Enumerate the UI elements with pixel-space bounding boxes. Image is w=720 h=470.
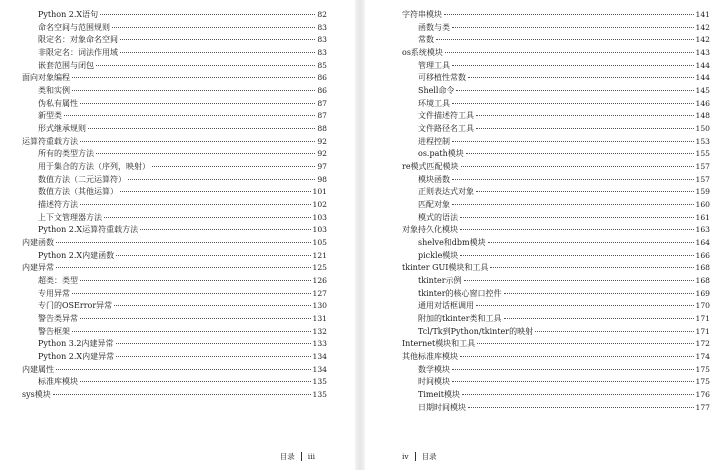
toc-entry-title: 内建函数 <box>22 238 54 248</box>
toc-entry[interactable] <box>22 34 327 47</box>
dot-leader <box>56 369 311 370</box>
toc-entry-title: 内建属性 <box>22 364 54 374</box>
dot-leader <box>100 14 315 15</box>
toc-entry-page: 131 <box>312 314 327 324</box>
toc-entry[interactable] <box>22 110 327 123</box>
toc-entry-title: 专门的OSError异常 <box>38 301 113 311</box>
left-footer-page-number: iii <box>307 452 315 461</box>
toc-entry-title: 用于集合的方法（序列，映射） <box>38 162 150 172</box>
toc-entry[interactable] <box>402 9 710 22</box>
dot-leader <box>452 141 694 142</box>
toc-entry-title: 类和实例 <box>38 86 70 96</box>
toc-entry-page: 133 <box>312 339 327 349</box>
toc-entry-page: 141 <box>695 10 710 19</box>
dot-leader <box>460 356 694 357</box>
dot-leader <box>80 381 311 382</box>
toc-entry[interactable] <box>22 161 327 174</box>
toc-entry[interactable] <box>402 250 710 263</box>
toc-entry[interactable] <box>22 389 327 402</box>
left-page <box>22 9 327 429</box>
toc-entry-page: 127 <box>312 288 327 298</box>
toc-entry-page: 144 <box>695 60 710 70</box>
toc-entry-page: 164 <box>695 238 710 248</box>
toc-entry-page: 126 <box>312 276 327 286</box>
toc-entry-title: 面向对象编程 <box>22 73 70 83</box>
toc-entry-title: Tcl/Tk到Python/tkinter的映射 <box>418 326 534 336</box>
right-footer-page-number: iv <box>402 452 409 461</box>
toc-entry[interactable] <box>22 376 327 389</box>
dot-leader <box>72 77 315 78</box>
toc-entry-title: 字符串模块 <box>402 10 442 19</box>
dot-leader <box>456 90 693 91</box>
toc-entry[interactable] <box>22 123 327 136</box>
dot-leader <box>452 65 694 66</box>
dot-leader <box>468 407 694 408</box>
toc-entry-page: 143 <box>695 48 710 58</box>
toc-entry-title: 非限定名：词法作用域 <box>38 48 118 58</box>
toc-entry[interactable] <box>402 174 710 187</box>
toc-entry[interactable] <box>22 288 327 301</box>
toc-entry-page: 148 <box>695 111 710 121</box>
toc-entry-title: 所有的类型方法 <box>38 149 94 159</box>
dot-leader <box>476 128 694 129</box>
dot-leader <box>120 39 315 40</box>
toc-entry[interactable] <box>402 199 710 212</box>
left-toc-list <box>22 9 327 402</box>
toc-entry-page: 135 <box>312 390 327 400</box>
toc-entry[interactable] <box>402 34 710 47</box>
toc-entry-title: 嵌套范围与闭包 <box>38 60 94 70</box>
toc-entry[interactable] <box>22 237 327 250</box>
dot-leader <box>452 369 694 370</box>
toc-entry[interactable] <box>22 60 327 73</box>
dot-leader <box>460 229 694 230</box>
dot-leader <box>56 267 311 268</box>
right-page <box>402 9 710 429</box>
toc-entry-page: 150 <box>695 124 710 134</box>
dot-leader <box>112 27 315 28</box>
dot-leader <box>116 356 310 357</box>
dot-leader <box>88 128 315 129</box>
dot-leader <box>80 204 311 205</box>
dot-leader <box>436 39 694 40</box>
toc-entry-title: 其他标准库模块 <box>402 352 458 362</box>
toc-entry-page: 159 <box>695 187 710 197</box>
toc-entry-title: 常数 <box>418 35 434 45</box>
toc-entry-title: shelve和dbm模块 <box>418 238 486 248</box>
toc-entry[interactable] <box>22 300 327 313</box>
right-page-footer <box>402 451 437 462</box>
toc-entry-page: 174 <box>695 352 710 362</box>
toc-entry-title: 描述符方法 <box>38 200 78 210</box>
toc-entry-title: Python 2.X语句 <box>38 10 99 19</box>
toc-entry[interactable] <box>402 376 710 389</box>
toc-entry-page: 161 <box>695 212 710 222</box>
toc-entry-page: 105 <box>312 238 327 248</box>
left-footer-section: 目录 <box>279 452 295 461</box>
toc-entry-title: 模块函数 <box>418 174 450 184</box>
toc-entry-title: 附加的tkinter类和工具 <box>418 314 502 324</box>
toc-entry[interactable] <box>402 47 710 60</box>
toc-entry[interactable] <box>22 186 327 199</box>
toc-entry-title: sys模块 <box>22 390 51 400</box>
toc-entry-page: 169 <box>695 288 710 298</box>
dot-leader <box>80 103 315 104</box>
toc-entry[interactable] <box>402 123 710 136</box>
dot-leader <box>120 191 311 192</box>
toc-entry[interactable] <box>402 313 710 326</box>
toc-entry[interactable] <box>402 300 710 313</box>
toc-entry[interactable] <box>402 262 710 275</box>
dot-leader <box>72 90 315 91</box>
dot-leader <box>445 52 694 53</box>
toc-entry[interactable] <box>22 47 327 60</box>
dot-leader <box>466 153 694 154</box>
toc-entry[interactable] <box>402 161 710 174</box>
dot-leader <box>444 14 694 15</box>
toc-entry-page: 172 <box>695 339 710 349</box>
toc-entry-title: 函数与类 <box>418 22 450 32</box>
toc-entry-page: 92 <box>317 149 327 159</box>
toc-entry[interactable] <box>402 110 710 123</box>
toc-entry-page: 170 <box>695 301 710 311</box>
toc-entry-title: 时间模块 <box>418 377 450 387</box>
footer-separator <box>415 452 416 461</box>
right-toc-list <box>402 9 710 415</box>
toc-entry-title: tkinter示例 <box>418 276 462 286</box>
toc-entry-page: 160 <box>695 200 710 210</box>
dot-leader <box>80 280 311 281</box>
dot-leader <box>476 115 694 116</box>
toc-entry-page: 168 <box>695 276 710 286</box>
toc-entry-page: 121 <box>312 250 327 260</box>
toc-entry-title: 数值方法（其他运算） <box>38 187 118 197</box>
toc-entry-title: 形式继承规则 <box>38 124 86 134</box>
left-page-footer <box>280 451 315 462</box>
toc-entry-title: os系统模块 <box>402 48 443 58</box>
toc-entry[interactable] <box>402 85 710 98</box>
toc-entry-page: 83 <box>317 22 327 32</box>
toc-entry[interactable] <box>402 326 710 339</box>
toc-entry-title: 新型类 <box>38 111 62 121</box>
toc-entry-page: 171 <box>695 314 710 324</box>
dot-leader <box>152 166 315 167</box>
toc-entry-page: 176 <box>695 390 710 400</box>
dot-leader <box>80 141 315 142</box>
toc-entry[interactable] <box>22 199 327 212</box>
toc-entry-page: 132 <box>312 326 327 336</box>
toc-entry-title: Python 2.X内建函数 <box>38 250 115 260</box>
toc-entry[interactable] <box>402 364 710 377</box>
dot-leader <box>114 305 310 306</box>
toc-entry[interactable] <box>402 148 710 161</box>
dot-leader <box>504 293 694 294</box>
page-gutter <box>355 0 365 470</box>
toc-entry-title: 文件路径名工具 <box>418 124 474 134</box>
toc-entry-title: 运算符重载方法 <box>22 136 78 146</box>
dot-leader <box>476 305 694 306</box>
toc-entry-title: 对象持久化模块 <box>402 225 458 235</box>
toc-entry[interactable] <box>22 326 327 339</box>
toc-entry-page: 87 <box>317 98 327 108</box>
toc-entry[interactable] <box>402 275 710 288</box>
toc-entry-page: 146 <box>695 98 710 108</box>
toc-entry-title: Internet模块和工具 <box>402 339 476 349</box>
toc-entry-page: 166 <box>695 250 710 260</box>
toc-entry-title: 标准库模块 <box>38 377 78 387</box>
dot-leader <box>476 191 694 192</box>
toc-entry-page: 86 <box>317 73 327 83</box>
dot-leader <box>96 153 315 154</box>
toc-entry-page: 142 <box>695 35 710 45</box>
toc-entry-page: 135 <box>312 377 327 387</box>
dot-leader <box>535 331 693 332</box>
toc-entry-page: 168 <box>695 263 710 273</box>
toc-entry-page: 103 <box>312 212 327 222</box>
toc-entry-page: 153 <box>695 136 710 146</box>
toc-entry-page: 103 <box>312 225 327 235</box>
dot-leader <box>56 242 311 243</box>
toc-entry-title: os.path模块 <box>418 149 464 159</box>
toc-entry-page: 130 <box>312 301 327 311</box>
dot-leader <box>462 394 694 395</box>
toc-entry[interactable] <box>22 72 327 85</box>
toc-entry[interactable] <box>22 224 327 237</box>
toc-entry-page: 142 <box>695 22 710 32</box>
toc-entry[interactable] <box>402 212 710 225</box>
toc-entry-page: 87 <box>317 111 327 121</box>
toc-entry[interactable] <box>402 60 710 73</box>
toc-entry[interactable] <box>402 338 710 351</box>
dot-leader <box>116 255 310 256</box>
toc-entry-page: 175 <box>695 377 710 387</box>
toc-entry-page: 82 <box>317 10 327 19</box>
toc-entry[interactable] <box>402 402 710 415</box>
toc-entry-page: 134 <box>312 364 327 374</box>
dot-leader <box>128 179 315 180</box>
toc-entry[interactable] <box>22 148 327 161</box>
toc-entry[interactable] <box>402 22 710 35</box>
dot-leader <box>120 52 315 53</box>
toc-entry[interactable] <box>22 98 327 111</box>
dot-leader <box>452 179 694 180</box>
toc-entry-title: 模式的语法 <box>418 212 458 222</box>
toc-entry-title: 正则表达式对象 <box>418 187 474 197</box>
toc-entry-page: 98 <box>317 174 327 184</box>
toc-entry[interactable] <box>22 275 327 288</box>
dot-leader <box>461 166 694 167</box>
toc-entry[interactable] <box>22 338 327 351</box>
dot-leader <box>80 318 311 319</box>
toc-entry-title: 内建异常 <box>22 263 54 273</box>
toc-entry-page: 83 <box>317 35 327 45</box>
toc-entry-title: pickle模块 <box>418 250 459 260</box>
toc-entry-title: 通用对话框调用 <box>418 301 474 311</box>
toc-entry[interactable] <box>22 22 327 35</box>
toc-entry[interactable] <box>402 186 710 199</box>
toc-entry-page: 134 <box>312 352 327 362</box>
toc-entry-page: 83 <box>317 48 327 58</box>
dot-leader <box>460 217 694 218</box>
dot-leader <box>64 115 315 116</box>
toc-entry-page: 88 <box>317 124 327 134</box>
toc-entry[interactable] <box>22 136 327 149</box>
dot-leader <box>96 65 315 66</box>
toc-entry-title: 管理工具 <box>418 60 450 70</box>
toc-entry-page: 157 <box>695 162 710 172</box>
toc-entry-page: 86 <box>317 86 327 96</box>
toc-entry[interactable] <box>22 250 327 263</box>
toc-entry-page: 97 <box>317 162 327 172</box>
toc-entry-title: 警告类异常 <box>38 314 78 324</box>
toc-entry[interactable] <box>22 212 327 225</box>
toc-entry-title: 日期时间模块 <box>418 402 466 412</box>
dot-leader <box>477 343 693 344</box>
toc-entry-title: tkinter的核心窗口控件 <box>418 288 502 298</box>
dot-leader <box>460 255 693 256</box>
dot-leader <box>490 267 693 268</box>
dot-leader <box>116 343 311 344</box>
toc-entry-page: 145 <box>695 86 710 96</box>
toc-entry[interactable] <box>402 136 710 149</box>
footer-separator <box>301 452 302 461</box>
toc-entry-title: 专用异常 <box>38 288 70 298</box>
toc-entry-page: 85 <box>317 60 327 70</box>
toc-entry[interactable] <box>22 364 327 377</box>
toc-entry[interactable] <box>402 288 710 301</box>
dot-leader <box>452 103 694 104</box>
toc-entry-title: 上下文管理器方法 <box>38 212 102 222</box>
dot-leader <box>452 381 694 382</box>
toc-entry-page: 102 <box>312 200 327 210</box>
toc-entry-title: 超类：类型 <box>38 276 78 286</box>
toc-entry[interactable] <box>22 262 327 275</box>
toc-entry-title: 文件描述符工具 <box>418 111 474 121</box>
dot-leader <box>72 293 311 294</box>
toc-entry-title: re模式匹配模块 <box>402 162 459 172</box>
dot-leader <box>140 229 310 230</box>
toc-entry-title: 匹配对象 <box>418 200 450 210</box>
toc-entry-page: 175 <box>695 364 710 374</box>
toc-entry-title: 环境工具 <box>418 98 450 108</box>
toc-entry-page: 155 <box>695 149 710 159</box>
toc-entry-title: Timeit模块 <box>418 390 460 400</box>
toc-entry-page: 171 <box>695 326 710 336</box>
toc-entry-page: 144 <box>695 73 710 83</box>
toc-entry[interactable] <box>402 351 710 364</box>
toc-entry-title: tkinter GUI模块和工具 <box>402 263 489 273</box>
toc-entry[interactable] <box>22 85 327 98</box>
right-footer-section: 目录 <box>421 452 437 461</box>
toc-entry-page: 125 <box>312 263 327 273</box>
dot-leader <box>104 217 311 218</box>
dot-leader <box>72 331 311 332</box>
toc-entry[interactable] <box>22 313 327 326</box>
toc-entry-title: 伪私有属性 <box>38 98 78 108</box>
toc-entry-title: 数值方法（二元运算符） <box>38 174 126 184</box>
dot-leader <box>464 280 694 281</box>
toc-entry-title: 命名空间与范围规则 <box>38 22 110 32</box>
toc-entry-title: Python 2.X运算符重载方法 <box>38 225 139 235</box>
toc-entry-title: Python 3.2内建异常 <box>38 339 114 349</box>
dot-leader <box>468 77 694 78</box>
toc-entry[interactable] <box>22 174 327 187</box>
toc-entry-page: 101 <box>312 187 327 197</box>
dot-leader <box>53 394 311 395</box>
toc-entry[interactable] <box>402 224 710 237</box>
toc-entry-page: 92 <box>317 136 327 146</box>
toc-entry-title: Python 2.X内建异常 <box>38 352 115 362</box>
toc-entry[interactable] <box>22 351 327 364</box>
toc-entry-title: Shell命令 <box>418 86 455 96</box>
toc-entry-title: 可移植性常数 <box>418 73 466 83</box>
toc-entry[interactable] <box>402 389 710 402</box>
dot-leader <box>488 242 694 243</box>
toc-entry[interactable] <box>402 237 710 250</box>
toc-entry-page: 157 <box>695 174 710 184</box>
toc-entry-title: 警告框架 <box>38 326 70 336</box>
toc-entry-page: 163 <box>695 225 710 235</box>
dot-leader <box>452 204 694 205</box>
dot-leader <box>504 318 694 319</box>
toc-entry[interactable] <box>402 72 710 85</box>
toc-entry[interactable] <box>402 98 710 111</box>
toc-entry-page: 177 <box>695 402 710 412</box>
toc-entry-title: 数学模块 <box>418 364 450 374</box>
toc-entry-title: 限定名：对象命名空间 <box>38 35 118 45</box>
toc-entry-title: 进程控制 <box>418 136 450 146</box>
toc-entry[interactable] <box>22 9 327 22</box>
dot-leader <box>452 27 694 28</box>
